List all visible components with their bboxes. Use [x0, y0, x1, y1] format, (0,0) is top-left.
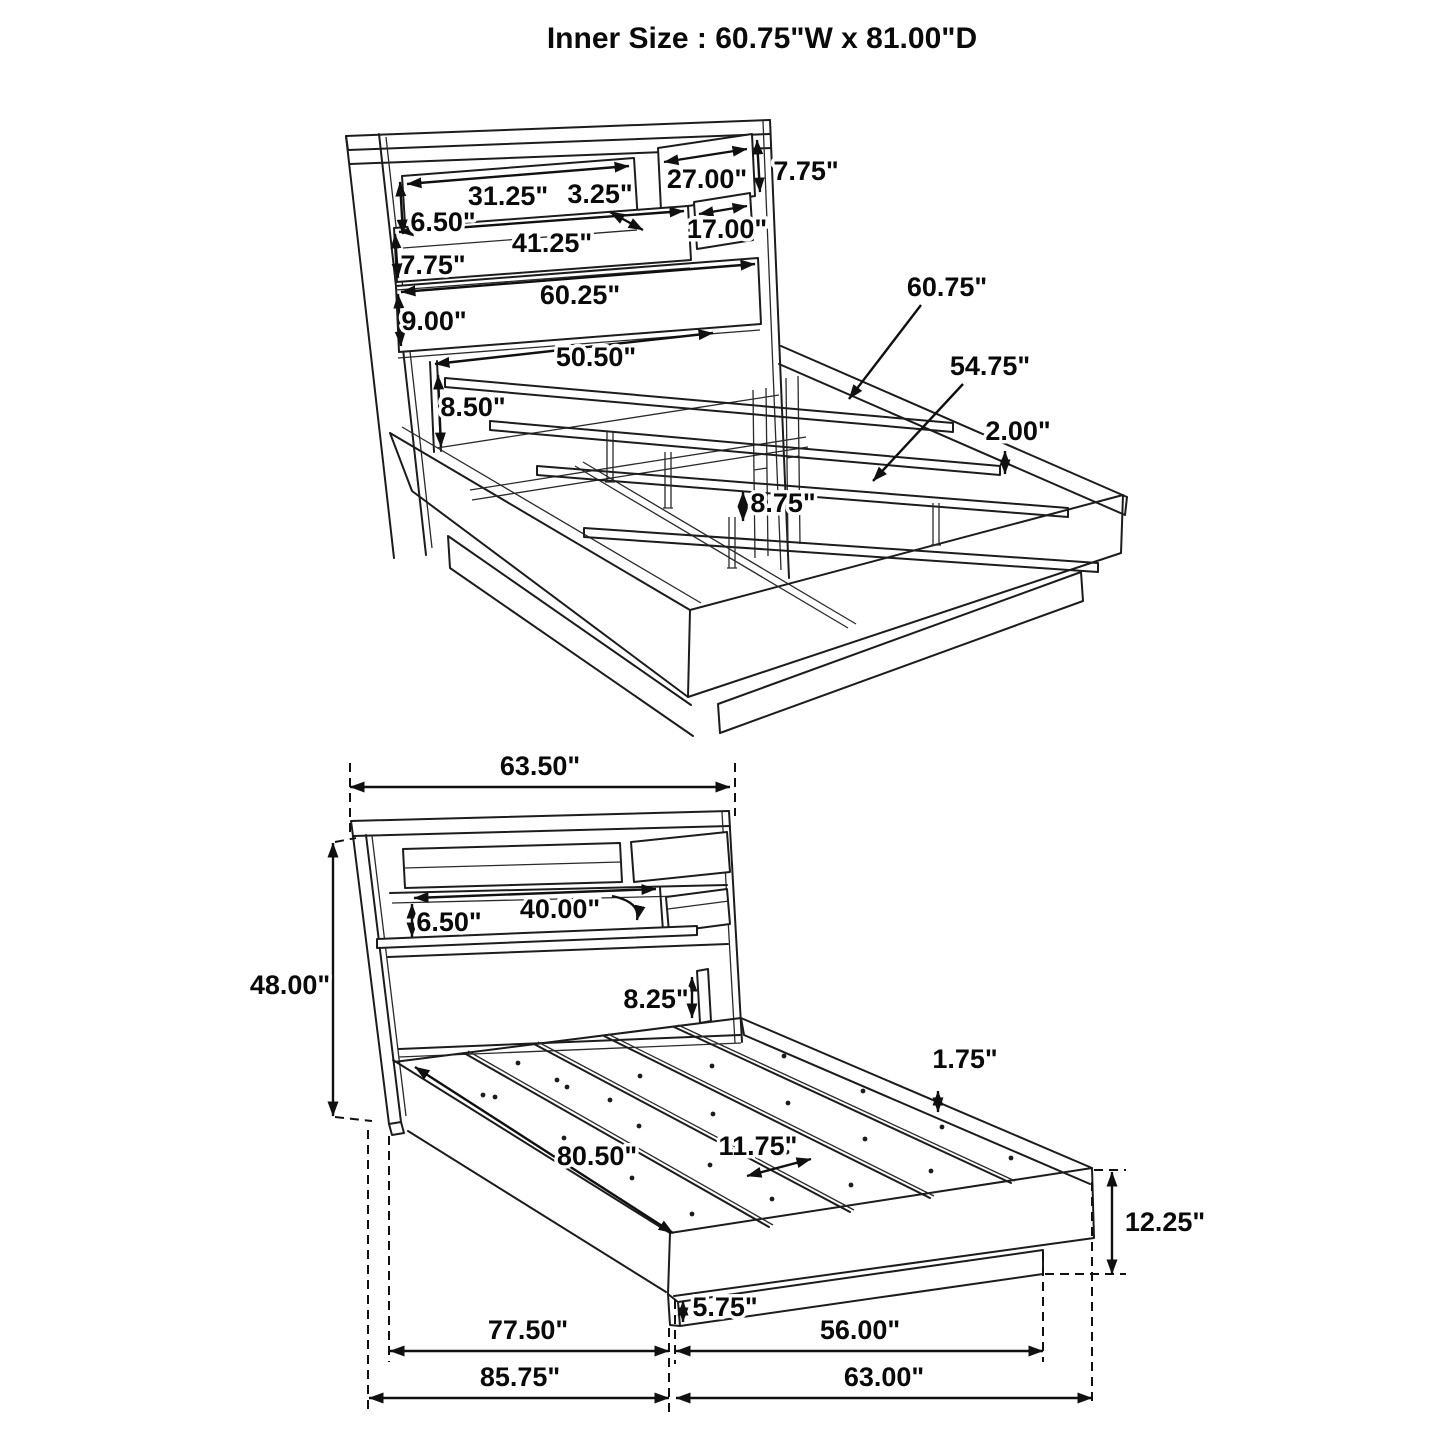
page-title: Inner Size : 60.75"W x 81.00"D — [546, 22, 978, 55]
dim-shelf2-height: 7.75" — [400, 250, 466, 280]
dim-footboard-height: 12.25" — [1124, 1207, 1206, 1237]
dim-headboard-height: 48.00" — [249, 970, 331, 1000]
dim-slat-spacing: 11.75" — [718, 1131, 798, 1161]
dim-shelf1-divider: 3.25" — [567, 179, 633, 209]
dim-side-rail-thickness: 1.75" — [932, 1044, 998, 1074]
dim-plinth-height: 5.75" — [692, 1292, 758, 1322]
dim-slat-rail-length: 60.75" — [906, 272, 988, 302]
dim-slat-rail-spacing: 8.75" — [750, 488, 816, 518]
dim-shelf-opening-height: 6.50" — [416, 907, 482, 937]
dim-shelf3-height: 9.00" — [401, 306, 467, 336]
dim-overall-width: 63.00" — [843, 1362, 925, 1392]
dim-footboard-base-width: 56.00" — [819, 1315, 901, 1345]
dim-right-compartment-height: 7.75" — [773, 156, 839, 186]
dim-slat-rail-height: 2.00" — [985, 416, 1051, 446]
dim-slat-rail-length-inner: 54.75" — [949, 351, 1031, 381]
dim-small-compartment-width: 17.00" — [686, 214, 768, 244]
dim-overall-length: 85.75" — [479, 1362, 561, 1392]
dim-shelf-opening-width: 40.00" — [519, 894, 601, 924]
dim-headboard-clearance: 8.25" — [623, 984, 689, 1014]
dim-right-compartment-width: 27.00" — [666, 164, 748, 194]
dim-lower-panel-width: 50.50" — [555, 342, 637, 372]
dim-lower-panel-height: 8.50" — [440, 392, 506, 422]
dim-headboard-width: 63.50" — [499, 751, 581, 781]
dim-shelf1-height: 6.50" — [410, 207, 476, 237]
dim-base-length: 77.50" — [487, 1315, 569, 1345]
dim-deck-length: 80.50" — [556, 1141, 638, 1171]
dim-shelf2-width: 41.25" — [511, 228, 593, 258]
dim-shelf3-width: 60.25" — [539, 280, 621, 310]
dim-shelf1-width: 31.25" — [467, 181, 549, 211]
